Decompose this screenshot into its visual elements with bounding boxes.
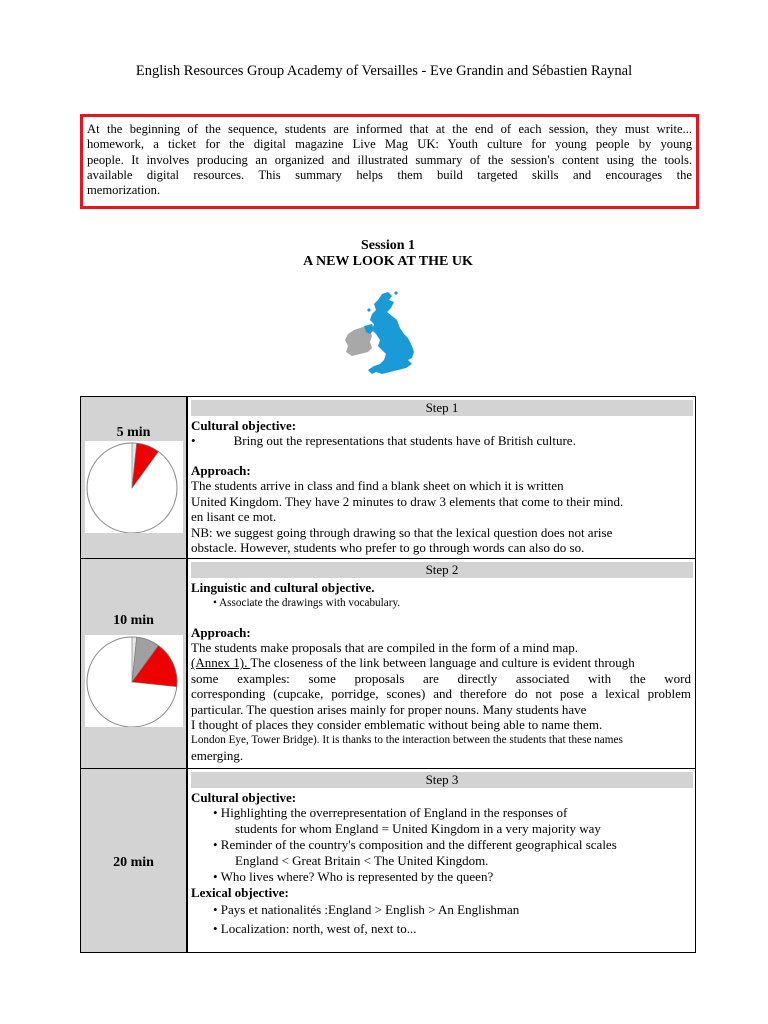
intro-line: available digital resources. This summary helps them build targeted skills and encourages the — [87, 167, 692, 182]
approach-label: Approach: — [191, 625, 251, 640]
document-header: English Resources Group Academy of Versailles - Eve Grandin and Sébastien Raynal — [135, 63, 633, 79]
approach-line: I thought of places they consider emblematic without being able to name them. — [191, 717, 603, 733]
time-label: 10 min — [113, 613, 154, 628]
approach-line: some examples: some proposals are directly associated with the word — [191, 670, 691, 686]
step-content — [187, 559, 696, 769]
lexical-item: • Pays et nationalités :England > English > An Englishman — [213, 902, 520, 917]
objective-label: Cultural objective: — [191, 418, 297, 433]
lexical-label: Lexical objective: — [191, 885, 289, 900]
session-number: Session 1 — [360, 238, 416, 253]
objective-label: Cultural objective: — [191, 790, 297, 805]
intro-line: memorization. — [87, 183, 161, 198]
pie-svg — [85, 441, 183, 533]
annex-link[interactable]: (Annex 1). — [191, 655, 251, 671]
approach-line-rest: The closeness of the link between language and culture is evident through — [250, 655, 635, 671]
approach-line: United Kingdom. They have 2 minutes to draw 3 elements that come to their mind. — [191, 493, 624, 509]
approach-line: The students arrive in class and find a blank sheet on which it is written — [191, 478, 564, 494]
objective-item: students for whom England = United Kingdom in a very majority way — [235, 821, 601, 836]
pie-svg — [85, 635, 183, 727]
approach-label: Approach: — [191, 463, 251, 479]
approach-line — [191, 655, 693, 670]
objective-item: • Who lives where? Who is represented by the queen? — [213, 869, 494, 884]
session-heading — [0, 238, 768, 270]
shetland-shape — [394, 291, 397, 294]
time-label: 5 min — [116, 425, 151, 440]
objective-item: England < Great Britain < The United Kingdom. — [235, 853, 489, 868]
approach-line: emerging. — [191, 748, 244, 764]
objective-item — [191, 433, 693, 448]
step-row — [81, 397, 696, 559]
time-cell — [81, 397, 188, 559]
step-header: Step 2 — [191, 562, 693, 578]
time-pie-chart — [85, 635, 183, 727]
time-cell — [81, 769, 188, 953]
bullet: • — [191, 433, 196, 448]
hebrides-shape — [367, 308, 370, 311]
approach-line: corresponding (cupcake, porridge, scones) and therefore do not pose a lexical problem — [191, 686, 691, 702]
intro-line: people. It involves producing an organized and illustrated summary of the session's content using the tools. — [87, 152, 692, 167]
step-header: Step 1 — [191, 400, 693, 416]
step-content — [187, 397, 696, 559]
approach-line: particular. The question arises mainly for proper nouns. Many students have — [191, 701, 587, 717]
approach-line: obstacle. However, students who prefer to go through words can also do so. — [191, 540, 585, 556]
step-header: Step 3 — [191, 772, 693, 788]
time-label: 20 min — [113, 855, 154, 870]
objective-text: • Associate the drawings with vocabulary. — [213, 597, 401, 609]
intro-line: homework, a ticket for the digital magazine Live Mag UK: Youth culture for young people by young — [87, 137, 692, 152]
objective-label: Linguistic and cultural objective. — [191, 580, 375, 595]
great-britain-shape — [368, 292, 414, 374]
intro-box — [80, 114, 699, 209]
approach-line: NB: we suggest going through drawing so that the lexical question does not arise — [191, 524, 613, 540]
session-title: A NEW LOOK AT THE UK — [303, 254, 473, 269]
approach-line: en lisant ce mot. — [191, 509, 277, 525]
intro-line: At the beginning of the sequence, students are informed that at the end of each session, they must write... — [87, 122, 692, 136]
time-pie-chart — [85, 441, 183, 533]
objective-text: Bring out the representations that students have of British culture. — [233, 433, 576, 448]
step-row — [81, 559, 696, 769]
uk-map-image — [342, 290, 422, 376]
step-row — [81, 769, 696, 953]
approach-line: London Eye, Tower Bridge). It is thanks to the interaction between the students that these names — [191, 734, 623, 747]
lexical-item: • Localization: north, west of, next to... — [213, 921, 417, 936]
time-cell — [81, 559, 188, 769]
step-content — [187, 769, 696, 953]
approach-line: The students make proposals that are compiled in the form of a mind map. — [191, 640, 579, 655]
objective-item: • Highlighting the overrepresentation of England in the responses of — [213, 805, 568, 820]
uk-map-icon — [342, 290, 422, 376]
objective-item: • Reminder of the country's composition and the different geographical scales — [213, 837, 617, 852]
steps-table — [80, 396, 696, 953]
